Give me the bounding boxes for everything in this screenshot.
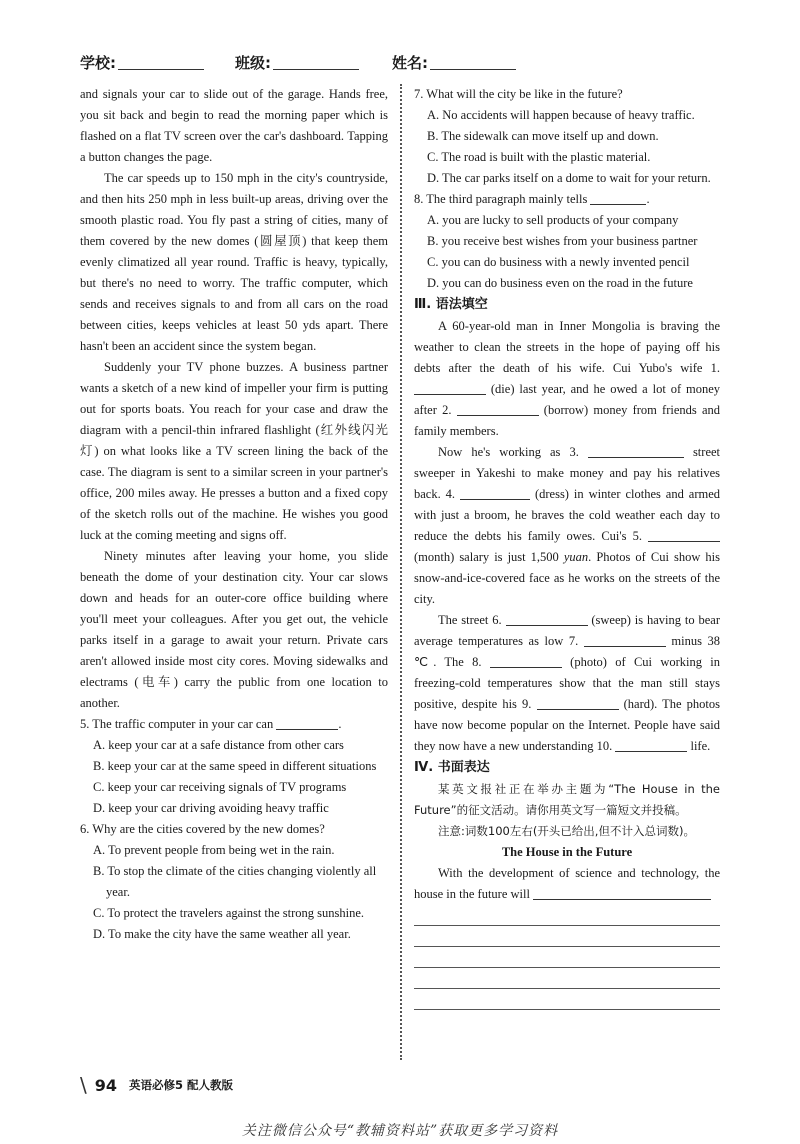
question-5-tail: .: [338, 717, 342, 731]
class-label: 班级:: [235, 54, 271, 72]
writing-line[interactable]: [414, 989, 720, 1010]
book-title: 英语必修5 配人教版: [129, 1078, 234, 1092]
page-footer: [80, 1074, 233, 1096]
school-label: 学校:: [80, 54, 116, 72]
school-blank[interactable]: [118, 56, 204, 70]
page-number: 94: [94, 1075, 118, 1095]
question-8-option-c[interactable]: C. you can do business with a newly invented pencil: [427, 255, 690, 269]
left-column: [80, 84, 388, 945]
blank-7[interactable]: [584, 634, 666, 647]
grammar-text-3d: (photo) of Cui working in freezing-cold temperatures show that the man still stays positive, despite his 9.: [414, 655, 721, 711]
question-8-text: 8. The third paragraph mainly tells: [414, 192, 588, 206]
grammar-text-3f: life.: [690, 739, 711, 753]
essay-title: The House in the Future: [501, 845, 633, 859]
grammar-paragraph-3: [414, 610, 720, 757]
writing-line[interactable]: [414, 905, 720, 926]
passage-paragraph-2: The car speeds up to 150 mph in the city's countryside, and then hits 250 mph in less built-up areas, driving over the smooth plastic road. You fly past a string of cities, many of them covered by the new domes (圆屋顶) that keep them evenly climatized all year round. Traffic is heavy, typically, but there's no need to worry. The traffic computer, which sends and receives signals to and from all cars on the road between cities, keeps vehicles at least 50 yds apart. There hasn't been an accident since the system began.: [80, 171, 388, 353]
passage-paragraph-1: and signals your car to slide out of the garage. Hands free, you sit back and begin to read the morning paper which is flashed on a flat TV screen over the car's dashboard. Tapping a button changes the page.: [80, 87, 388, 164]
grammar-text-yuan: yuan: [563, 550, 589, 564]
grammar-text-1b: (die) last year, and he owed a lot of money after 2.: [414, 382, 721, 417]
right-column: [414, 84, 720, 1010]
writing-note: 注意:词数100左右(开头已给出,但不计入总词数)。: [438, 824, 695, 838]
blank-1[interactable]: [414, 382, 486, 395]
question-8-option-b[interactable]: B. you receive best wishes from your business partner: [427, 234, 698, 248]
blank-5[interactable]: [648, 529, 720, 542]
question-6-option-c[interactable]: C. To protect the travelers against the strong sunshine.: [93, 906, 365, 920]
grammar-text-2f: . Photos of Cui show his snow-and-ice-covered face as he works on the streets of the city.: [414, 550, 720, 606]
column-divider: [400, 84, 402, 1060]
name-field[interactable]: [392, 52, 516, 73]
essay-first-blank[interactable]: [533, 887, 711, 900]
question-5-option-d[interactable]: D. keep your car driving avoiding heavy traffic: [93, 801, 329, 815]
question-5-text: 5. The traffic computer in your car can: [80, 717, 274, 731]
question-8-tail: .: [646, 192, 650, 206]
grammar-paragraph-1: [414, 316, 720, 442]
writing-line[interactable]: [414, 926, 720, 947]
passage-paragraph-3: Suddenly your TV phone buzzes. A business partner wants a sketch of a new kind of impeller your firm is putting out for sports boats. You reach for your case and draw the diagram with a pencil-thin infrared flashlight (红外线闪光灯) on what looks like a TV screen lining the back of the case. The diagram is sent to a similar screen in your partner's office, 200 miles away. He presses a button and a fixed copy of the sketch rolls out of the machine. He wishes you good luck at the coming meeting and signs off.: [80, 360, 388, 542]
question-5-option-a[interactable]: A. keep your car at a safe distance from other cars: [93, 738, 344, 752]
question-8-blank[interactable]: [590, 192, 646, 205]
grammar-text-3a: The street 6.: [438, 613, 502, 627]
question-7-option-c[interactable]: C. The road is built with the plastic material.: [427, 150, 651, 164]
blank-4[interactable]: [460, 487, 530, 500]
blank-2[interactable]: [457, 403, 539, 416]
question-6-option-a[interactable]: A. To prevent people from being wet in the rain.: [93, 843, 335, 857]
grammar-text-3c: minus 38 ℃. The 8.: [414, 634, 721, 669]
question-5-blank[interactable]: [276, 717, 338, 730]
grammar-paragraph-2: [414, 442, 720, 610]
writing-line[interactable]: [414, 968, 720, 989]
class-blank[interactable]: [273, 56, 359, 70]
writing-prompt: 某英文报社正在举办主题为“The House in the Future”的征文活动。请你用英文写一篇短文并投稿。: [414, 782, 720, 817]
question-5-option-c[interactable]: C. keep your car receiving signals of TV programs: [93, 780, 347, 794]
essay-start: [414, 863, 720, 905]
question-7-option-b[interactable]: B. The sidewalk can move itself up and down.: [427, 129, 659, 143]
question-7: 7. What will the city be like in the future?: [414, 87, 623, 101]
name-blank[interactable]: [430, 56, 516, 70]
question-6-option-b[interactable]: B. To stop the climate of the cities changing violently all year.: [93, 864, 377, 899]
footer-slash-mark: \: [80, 1073, 87, 1097]
question-6: 6. Why are the cities covered by the new domes?: [80, 822, 325, 836]
question-5-option-b[interactable]: B. keep your car at the same speed in different situations: [93, 759, 377, 773]
question-8-option-d[interactable]: D. you can do business even on the road in the future: [427, 276, 693, 290]
writing-line[interactable]: [414, 947, 720, 968]
question-8: [414, 189, 720, 210]
grammar-text-3e: (hard). The photos have now become popular on the Internet. People have said they now have a new understanding 10.: [414, 697, 721, 753]
blank-6[interactable]: [506, 613, 588, 626]
grammar-text-1c: (borrow) money from friends and family members.: [414, 403, 720, 438]
grammar-text-2a: Now he's working as 3.: [438, 445, 579, 459]
school-field[interactable]: [80, 52, 204, 73]
student-info-header: [80, 52, 740, 74]
blank-9[interactable]: [537, 697, 619, 710]
blank-10[interactable]: [615, 739, 687, 752]
question-8-option-a[interactable]: A. you are lucky to sell products of your company: [427, 213, 679, 227]
grammar-text-2c: (dress) in winter clothes and armed with just a broom, he braves the cold weather each day to reduce the debts his family owes. Cui's 5.: [414, 487, 721, 543]
passage-paragraph-4: Ninety minutes after leaving your home, you slide beneath the dome of your destination city. Your car slows down and heads for an outer-core office building where you'll meet your colleagues. After you get out, the vehicle parks itself in a garage to await your return. Private cars aren't allowed inside most city cores. Moving sidewalks and electrams (电车) carry the public from one location to another.: [80, 549, 388, 710]
grammar-text-2b: street sweeper in Yakeshi to make money and pay his relatives back. 4.: [414, 445, 721, 501]
question-7-option-a[interactable]: A. No accidents will happen because of heavy traffic.: [427, 108, 695, 122]
question-7-option-d[interactable]: D. The car parks itself on a dome to wait for your return.: [427, 171, 711, 185]
section-3-heading: Ⅲ. 语法填空: [414, 297, 488, 312]
promo-line: 关注微信公众号“教辅资料站”获取更多学习资料: [241, 1123, 559, 1139]
grammar-text-2d: (month) salary is just 1,500: [414, 550, 559, 564]
essay-start-text: With the development of science and technology, the house in the future will: [414, 866, 720, 901]
blank-8[interactable]: [490, 655, 562, 668]
question-5: [80, 714, 388, 735]
grammar-text-3b: (sweep) is having to bear average temperatures as low 7.: [414, 613, 721, 648]
section-4-heading: Ⅳ. 书面表达: [414, 760, 490, 775]
blank-3[interactable]: [588, 445, 684, 458]
name-label: 姓名:: [392, 54, 428, 72]
grammar-text-1a: A 60-year-old man in Inner Mongolia is braving the weather to clean the streets in the hope of paying off his debts after the death of his wife. Cui Yubo's wife 1.: [414, 319, 720, 375]
question-6-option-d[interactable]: D. To make the city have the same weather all year.: [93, 927, 351, 941]
class-field[interactable]: [235, 52, 359, 73]
